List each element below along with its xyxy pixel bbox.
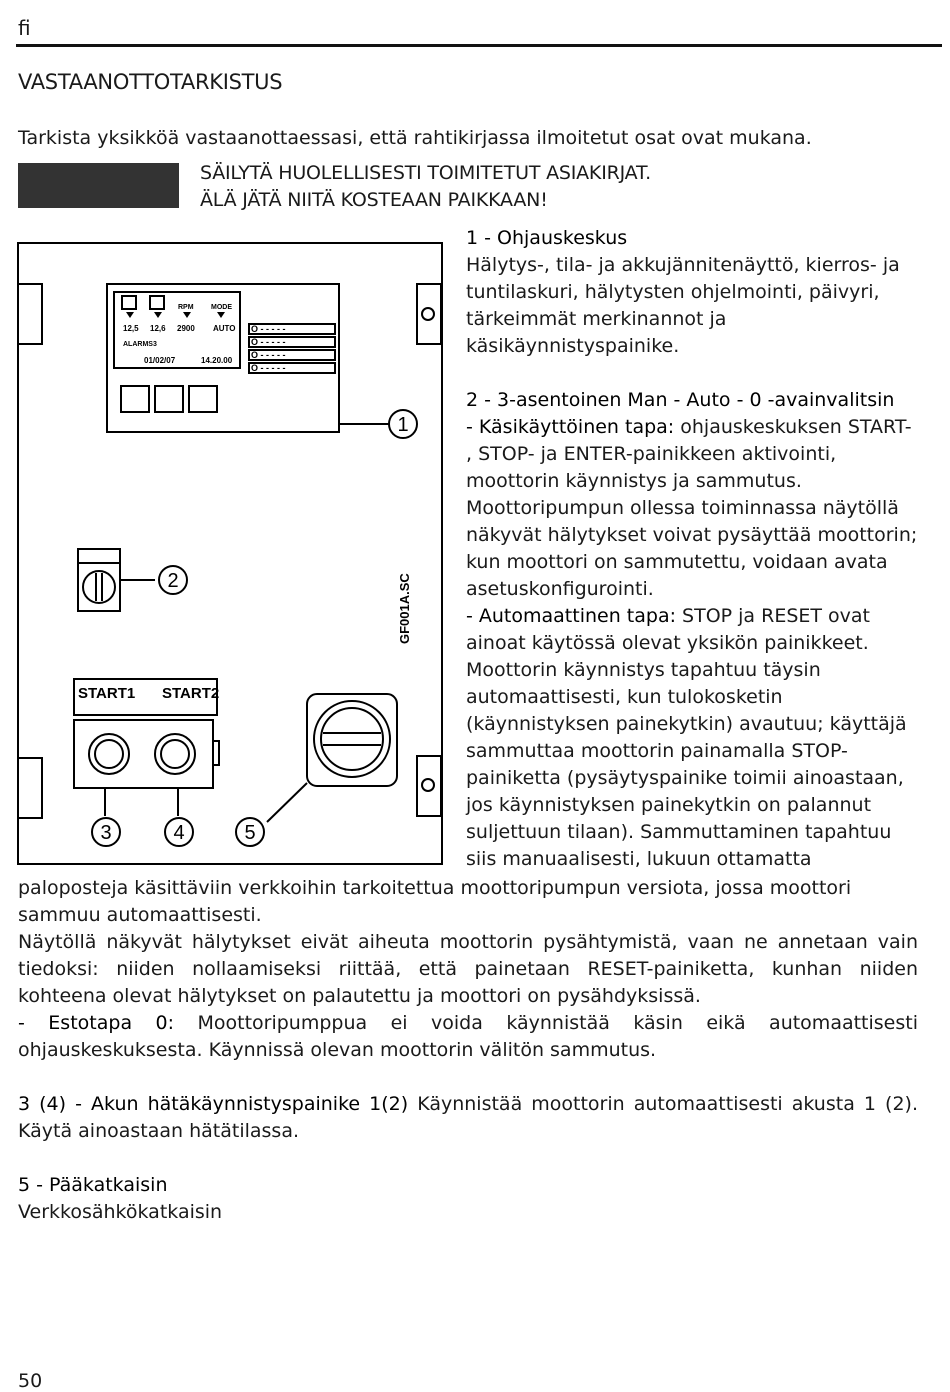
start1-label: START1 xyxy=(78,685,136,702)
led-row-2: O - - - - - xyxy=(251,337,286,347)
display-value-2: 12,6 xyxy=(150,324,166,333)
item34-text: Käynnistää moottorin automaattisesti akusta 1 (2). xyxy=(408,1093,918,1115)
full-width-text xyxy=(18,875,918,1226)
callout-4: 4 xyxy=(173,822,185,844)
manual-line: moottorin käynnistys ja sammutus. xyxy=(466,470,802,492)
auto-mode-text: STOP ja RESET ovat xyxy=(676,605,870,627)
item1-line: käsikäynnistyspainike. xyxy=(466,335,680,357)
warning-block xyxy=(18,163,179,208)
item5-text: Verkkosähkökatkaisin xyxy=(18,1201,223,1223)
callout-2: 2 xyxy=(167,570,179,592)
auto-line: suljettuun tilaan). Sammuttaminen tapahtuu xyxy=(466,821,892,843)
display-label-mode: MODE xyxy=(211,304,232,311)
control-panel-figure xyxy=(17,242,445,866)
callout-1: 1 xyxy=(397,414,409,436)
manual-line: Moottoripumpun ollessa toiminnassa näytöllä xyxy=(466,497,899,519)
led-row-3: O - - - - - xyxy=(251,350,286,360)
continuation-line: paloposteja käsittäviin verkkoihin tarkoitettua moottoripumpun versiota, jossa moottori xyxy=(18,877,852,899)
auto-mode-label: - Automaattinen tapa: xyxy=(466,605,676,627)
alarm-line: kohteena olevat hälytykset on palautettu ja moottori on pysähdyksissä. xyxy=(18,985,701,1007)
manual-line: näkyvät hälytykset voivat pysäyttää moottorin; xyxy=(466,524,918,546)
led-row-4: O - - - - - xyxy=(251,363,286,373)
page-number: 50 xyxy=(18,1370,43,1392)
off-mode-line-2: ohjauskeskuksesta. Käynnissä olevan moottorin välitön sammutus. xyxy=(18,1039,657,1061)
callout-3: 3 xyxy=(100,822,112,844)
warning-text xyxy=(200,160,651,214)
manual-line: asetuskonfigurointi. xyxy=(466,578,654,600)
manual-mode-line xyxy=(466,414,918,441)
display-time: 14.20.00 xyxy=(201,356,233,365)
manual-mode-label: - Käsikäyttöinen tapa: xyxy=(466,416,675,438)
header-rule xyxy=(16,44,942,47)
item34-line xyxy=(18,1091,918,1118)
display-value-4: AUTO xyxy=(213,324,236,333)
auto-mode-line xyxy=(466,603,918,630)
item1-line: Hälytys-, tila- ja akkujännitenäyttö, kierros- ja xyxy=(466,254,900,276)
callout-5: 5 xyxy=(244,822,256,844)
off-mode-text: Moottoripumppua ei voida käynnistää käsin eikä automaattisesti xyxy=(174,1012,918,1034)
item34-heading: 3 (4) - Akun hätäkäynnistyspainike 1(2) xyxy=(18,1093,409,1115)
continuation-line: sammuu automaattisesti. xyxy=(18,904,262,926)
item1-heading: 1 - Ohjauskeskus xyxy=(466,227,628,249)
language-code: fi xyxy=(18,16,31,40)
auto-line: siis manuaalisesti, lukuun ottamatta xyxy=(466,848,812,870)
manual-line: kun moottori on sammutettu, voidaan avata xyxy=(466,551,888,573)
display-label-rpm: RPM xyxy=(178,304,194,311)
intro-text: Tarkista yksikköä vastaanottaessasi, että rahtikirjassa ilmoitetut osat ovat mukana. xyxy=(18,127,812,149)
auto-line: jos käynnistyksen painekytkin on palannut xyxy=(466,794,872,816)
manual-mode-text: ohjauskeskuksen START- xyxy=(674,416,912,438)
auto-line: (käynnistyksen painekytkin) avautuu; käyttäjä xyxy=(466,713,907,735)
item1-line: tärkeimmät merkinannot ja xyxy=(466,308,727,330)
off-mode-line xyxy=(18,1010,918,1037)
start2-label: START2 xyxy=(162,685,220,702)
auto-line: sammuttaa moottorin painamalla STOP- xyxy=(466,740,848,762)
item2-heading: 2 - 3-asentoinen Man - Auto - 0 -avainvalitsin xyxy=(466,389,895,411)
alarm-line: tiedoksi: niiden nollaamiseksi riittää, että painetaan RESET-painiketta, kunhan niiden xyxy=(18,958,918,980)
led-row-1: O - - - - - xyxy=(251,324,286,334)
auto-line: Moottorin käynnistys tapahtuu täysin xyxy=(466,659,821,681)
warning-line-2: ÄLÄ JÄTÄ NIITÄ KOSTEAAN PAIKKAAN! xyxy=(200,189,548,211)
auto-line: painiketta (pysäytyspainike toimii ainoastaan, xyxy=(466,767,904,789)
item5-heading: 5 - Pääkatkaisin xyxy=(18,1174,168,1196)
right-column xyxy=(466,225,918,873)
display-date: 01/02/07 xyxy=(144,356,176,365)
display-value-1: 12,5 xyxy=(123,324,139,333)
display-value-3: 2900 xyxy=(177,324,195,333)
item34-line-2: Käytä ainoastaan hätätilassa. xyxy=(18,1120,300,1142)
page-title: VASTAANOTTOTARKISTUS xyxy=(18,70,283,94)
warning-line-1: SÄILYTÄ HUOLELLISESTI TOIMITETUT ASIAKIRJAT. xyxy=(200,162,651,184)
drawing-code: GF001A.SC xyxy=(397,573,412,644)
off-mode-label: - Estotapa 0: xyxy=(18,1012,175,1034)
auto-line: automaattisesti, kun tulokosketin xyxy=(466,686,783,708)
alarm-line: Näytöllä näkyvät hälytykset eivät aiheuta moottorin pysähtymistä, vaan ne annetaan vain xyxy=(18,931,918,953)
item1-line: tuntilaskuri, hälytysten ohjelmointi, päivyri, xyxy=(466,281,880,303)
display-alarms: ALARMS3 xyxy=(123,341,157,348)
auto-line: ainoat käytössä olevat yksikön painikkeet. xyxy=(466,632,869,654)
manual-line: , STOP- ja ENTER-painikkeen aktivointi, xyxy=(466,443,837,465)
